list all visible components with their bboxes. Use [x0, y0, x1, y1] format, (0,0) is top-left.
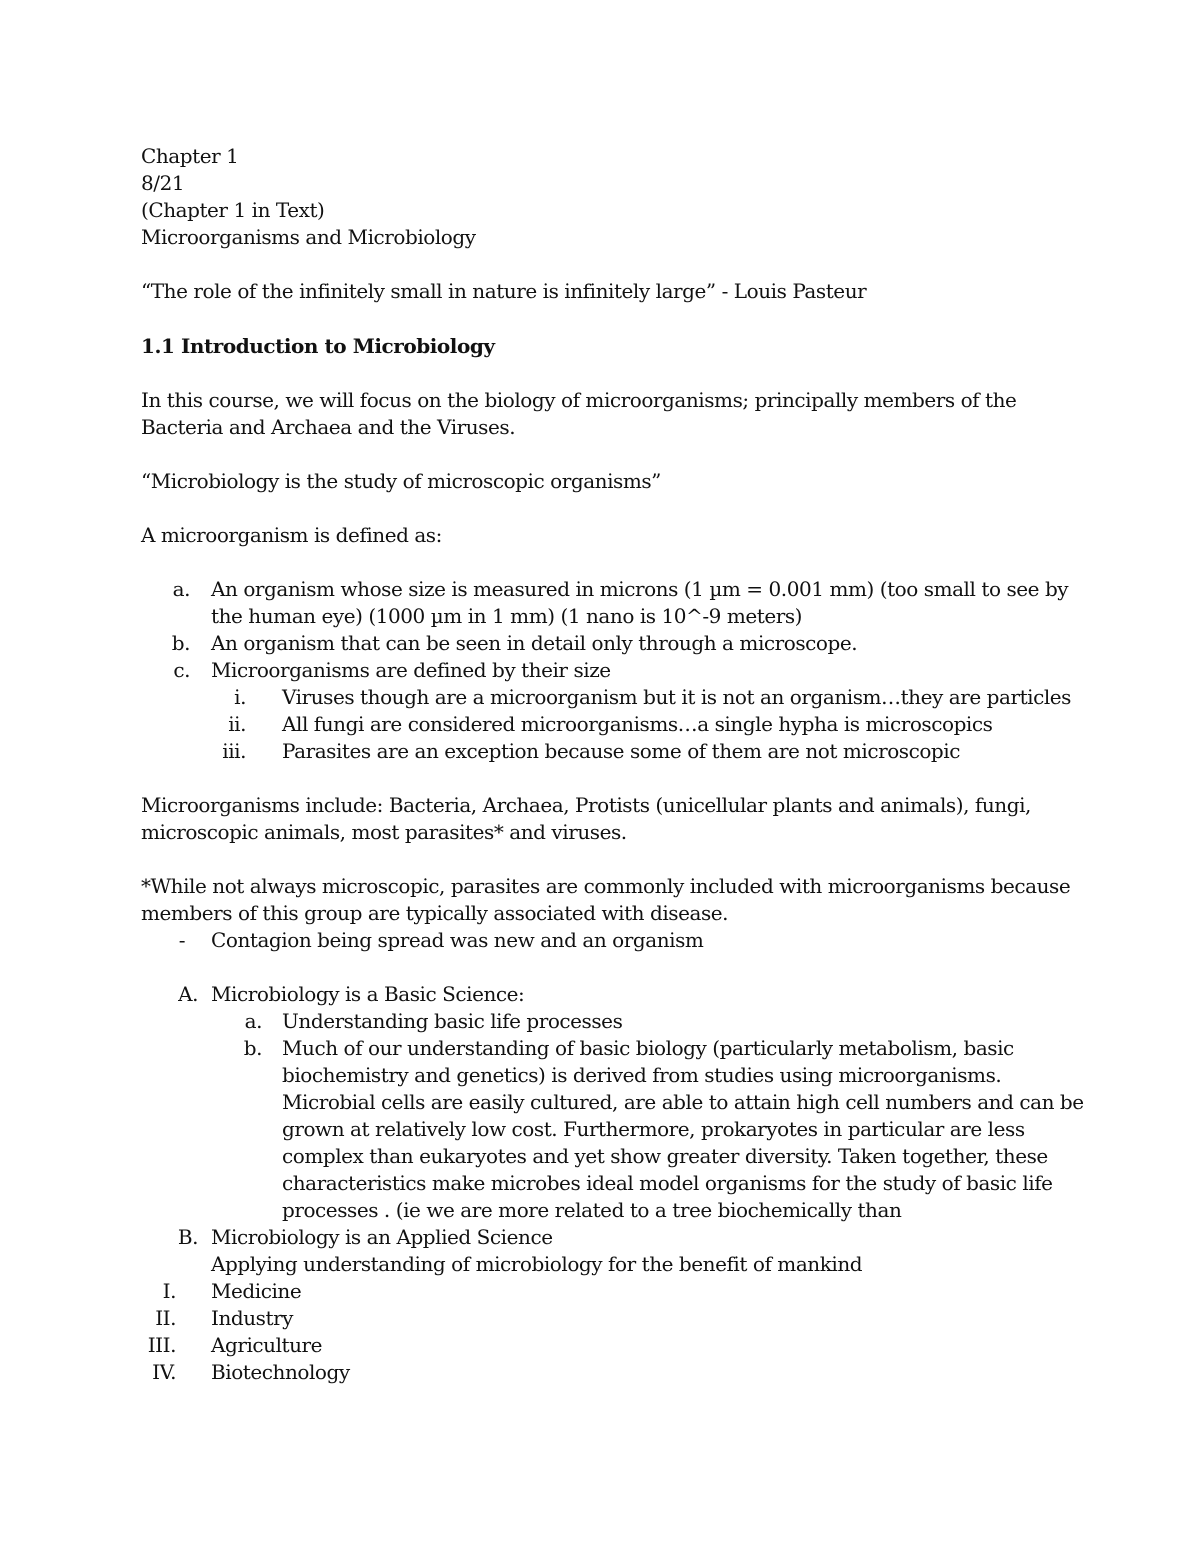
date-label: 8/21 — [141, 171, 185, 195]
list-item: An organism whose size is measured in microns (1 µm = 0.001 mm) (too small to see by — [211, 577, 1069, 601]
list-item: Microbiology is a Basic Science: — [211, 982, 525, 1006]
text-reference: (Chapter 1 in Text) — [141, 198, 325, 222]
section-heading: 1.1 Introduction to Microbiology — [141, 334, 495, 358]
list-item: Industry — [211, 1306, 294, 1330]
parasite-note-line-2: members of this group are typically associated with disease. — [141, 901, 729, 925]
list-item-continuation: Applying understanding of microbiology for the benefit of mankind — [211, 1252, 863, 1276]
chapter-title: Microorganisms and Microbiology — [141, 225, 476, 249]
list-item-continuation: the human eye) (1000 µm in 1 mm) (1 nano is 10^-9 meters) — [211, 604, 803, 628]
dash-item: Contagion being spread was new and an organism — [211, 928, 704, 952]
list-item-continuation: complex than eukaryotes and yet show greater diversity. Taken together, these — [282, 1144, 1048, 1168]
list-item-continuation: Microbial cells are easily cultured, are able to attain high cell numbers and can be — [282, 1090, 1084, 1114]
list-marker: i. — [234, 685, 246, 709]
list-item-continuation: processes . (ie we are more related to a tree biochemically than — [282, 1198, 902, 1222]
defined-as-label: A microorganism is defined as: — [141, 523, 442, 547]
list-marker: b. — [243, 1036, 262, 1060]
list-item: Biotechnology — [211, 1360, 350, 1384]
list-item: Viruses though are a microorganism but it is not an organism…they are particles — [282, 685, 1072, 709]
list-marker: II. — [155, 1306, 176, 1330]
list-item-continuation: biochemistry and genetics) is derived from studies using microorganisms. — [282, 1063, 1002, 1087]
list-marker: A. — [178, 982, 198, 1006]
list-item: Medicine — [211, 1279, 302, 1303]
pasteur-quote: “The role of the infinitely small in nature is infinitely large” - Louis Pasteur — [141, 279, 867, 303]
list-marker: b. — [171, 631, 190, 655]
list-item: Agriculture — [211, 1333, 323, 1357]
list-item-continuation: characteristics make microbes ideal model organisms for the study of basic life — [282, 1171, 1053, 1195]
list-item-continuation: grown at relatively low cost. Furthermore, prokaryotes in particular are less — [282, 1117, 1025, 1141]
list-marker: a. — [172, 577, 190, 601]
list-item: An organism that can be seen in detail only through a microscope. — [211, 631, 858, 655]
list-item: Microorganisms are defined by their size — [211, 658, 611, 682]
list-marker: a. — [244, 1009, 262, 1033]
list-marker: c. — [173, 658, 190, 682]
list-item: Parasites are an exception because some of them are not microscopic — [282, 739, 960, 763]
list-marker: IV. — [152, 1360, 176, 1384]
definition-quote: “Microbiology is the study of microscopic organisms” — [141, 469, 661, 493]
list-marker: ii. — [228, 712, 246, 736]
includes-line-1: Microorganisms include: Bacteria, Archaea, Protists (unicellular plants and animals), fungi, — [141, 793, 1031, 817]
list-item: All fungi are considered microorganisms…a single hypha is microscopics — [282, 712, 993, 736]
dash-marker: - — [178, 928, 185, 952]
parasite-note-line-1: *While not always microscopic, parasites are commonly included with microorganisms because — [141, 874, 1071, 898]
list-marker: iii. — [222, 739, 246, 763]
list-marker: III. — [147, 1333, 176, 1357]
list-item: Understanding basic life processes — [282, 1009, 623, 1033]
intro-line-2: Bacteria and Archaea and the Viruses. — [141, 415, 516, 439]
list-item: Much of our understanding of basic biology (particularly metabolism, basic — [282, 1036, 1014, 1060]
intro-line-1: In this course, we will focus on the biology of microorganisms; principally members of the — [141, 388, 1017, 412]
includes-line-2: microscopic animals, most parasites* and viruses. — [141, 820, 627, 844]
list-marker: I. — [162, 1279, 176, 1303]
list-item: Microbiology is an Applied Science — [211, 1225, 553, 1249]
chapter-label: Chapter 1 — [141, 144, 239, 168]
list-marker: B. — [177, 1225, 198, 1249]
